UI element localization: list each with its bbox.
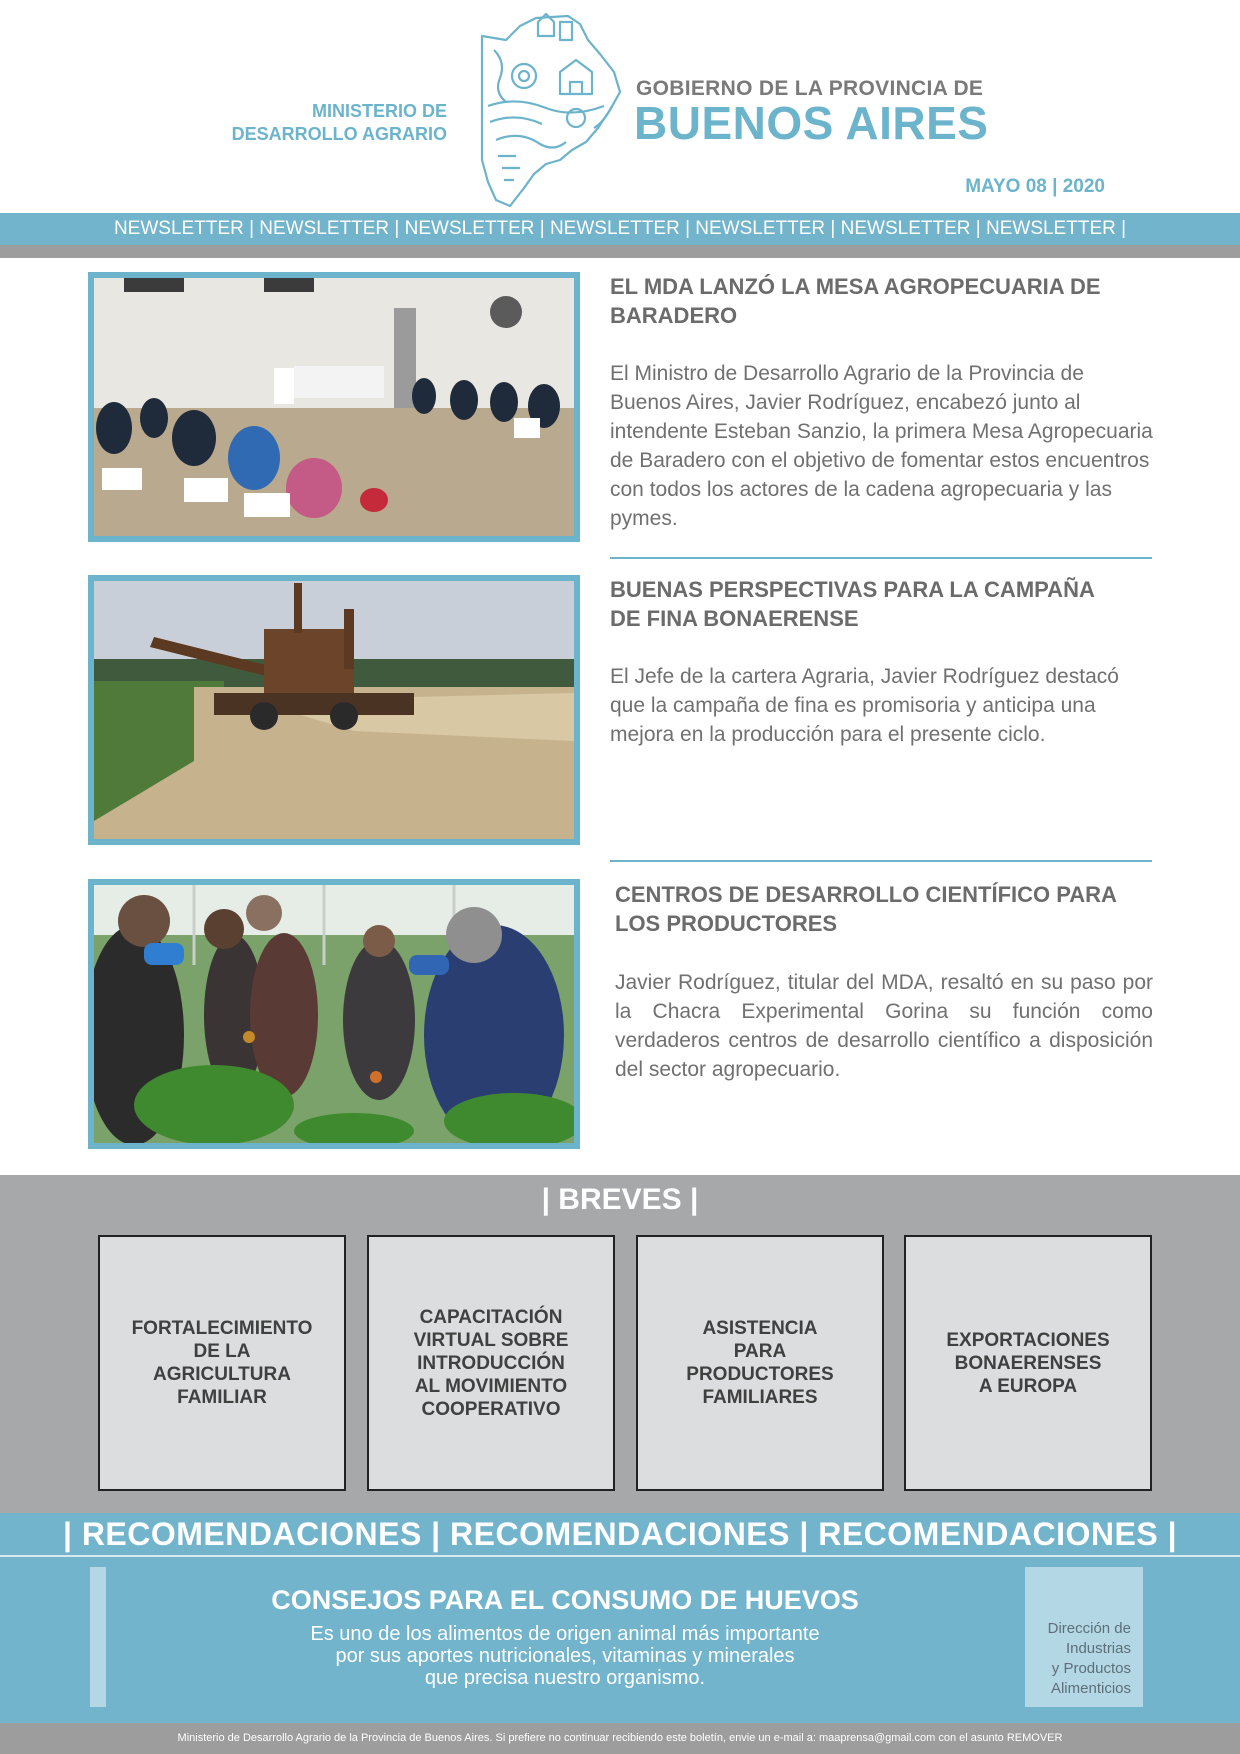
ministry-line1: MINISTERIO DE xyxy=(311,101,447,121)
breve-card-label: FORTALECIMIENTO DE LA AGRICULTURA FAMILIAR xyxy=(131,1318,313,1408)
article-divider xyxy=(610,557,1152,559)
header-divider xyxy=(0,245,1240,258)
recomendacion-heading[interactable]: CONSEJOS PARA EL CONSUMO DE HUEVOS xyxy=(271,1585,859,1615)
article-1-title[interactable]: EL MDA LANZÓ LA MESA AGROPECUARIA DE BARADERO xyxy=(610,274,1101,328)
breve-card-label: ASISTENCIA PARA PRODUCTORES FAMILIARES xyxy=(686,1318,834,1408)
breves-title: | BREVES | xyxy=(541,1183,699,1216)
recomendaciones-band: | RECOMENDACIONES | RECOMENDACIONES | RECOMENDACIONES | xyxy=(0,1513,1240,1555)
decorative-bar xyxy=(90,1567,106,1707)
breve-card-label: EXPORTACIONES BONAERENSES A EUROPA xyxy=(946,1329,1110,1397)
recomendaciones-section xyxy=(0,1557,1240,1723)
article-1-body: El Ministro de Desarrollo Agrario de la Provincia de Buenos Aires, Javier Rodríguez, encabezó junto al intendente Esteban Sanzio, la primera Mesa Agropecuaria de Baradero con el objetivo de fomentar estos encuentros con todos los actores de la cadena agropecuaria y las pymes. xyxy=(610,362,1153,530)
article-2-title[interactable]: BUENAS PERSPECTIVAS PARA LA CAMPAÑA DE FINA BONAERENSE xyxy=(610,577,1095,631)
harvester-image xyxy=(94,581,574,839)
province-name: BUENOS AIRES xyxy=(634,97,989,149)
breve-card[interactable] xyxy=(98,1235,346,1491)
breve-card[interactable] xyxy=(904,1235,1152,1491)
header xyxy=(0,0,1240,212)
article-3-title[interactable]: CENTROS DE DESARROLLO CIENTÍFICO PARA LOS PRODUCTORES xyxy=(615,882,1117,936)
ministry-line2: DESARROLLO AGRARIO xyxy=(231,124,447,144)
issue-date: MAYO 08 | 2020 xyxy=(965,176,1105,197)
breves-section xyxy=(0,1175,1240,1513)
article-1-photo[interactable] xyxy=(88,272,580,542)
breve-card-label: CAPACITACIÓN VIRTUAL SOBRE INTRODUCCIÓN AL MOVIMIENTO COOPERATIVO xyxy=(413,1306,569,1420)
recomendacion-text: Es uno de los alimentos de origen animal más importante por sus aportes nutricionales, vitaminas y minerales que precisa nuestro organismo. xyxy=(310,1623,820,1689)
province-map-logo-icon xyxy=(476,10,626,210)
greenhouse-image xyxy=(94,885,574,1143)
meeting-room-image xyxy=(94,278,574,536)
government-label: GOBIERNO DE LA PROVINCIA DE xyxy=(636,77,984,100)
article-2-photo[interactable] xyxy=(88,575,580,845)
breve-card[interactable] xyxy=(636,1235,884,1491)
ministry-name xyxy=(232,100,447,146)
article-3-body: Javier Rodríguez, titular del MDA, resaltó en su paso por la Chacra Experimental Gorina su función como verdaderos centros de desarrollo científico a disposición del sector agropecuario. xyxy=(615,971,1153,1081)
breve-card[interactable] xyxy=(367,1235,615,1491)
newsletter-band: NEWSLETTER | NEWSLETTER | NEWSLETTER | NEWSLETTER | NEWSLETTER | NEWSLETTER | NEWSLETTER | xyxy=(0,213,1240,245)
footer: Ministerio de Desarrollo Agrario de la Provincia de Buenos Aires. Si prefiere no continuar recibiendo este boletín, envie un e-mail a: maaprensa@gmail.com con el asunto REMOVER xyxy=(0,1723,1240,1754)
article-3-photo[interactable] xyxy=(88,879,580,1149)
article-divider xyxy=(610,860,1152,862)
department-label: Dirección de Industrias y Productos Alimenticios xyxy=(1025,1567,1143,1707)
article-2-body: El Jefe de la cartera Agraria, Javier Rodríguez destacó que la campaña de fina es promisoria y anticipa una mejora en la producción para el presente ciclo. xyxy=(610,665,1119,746)
